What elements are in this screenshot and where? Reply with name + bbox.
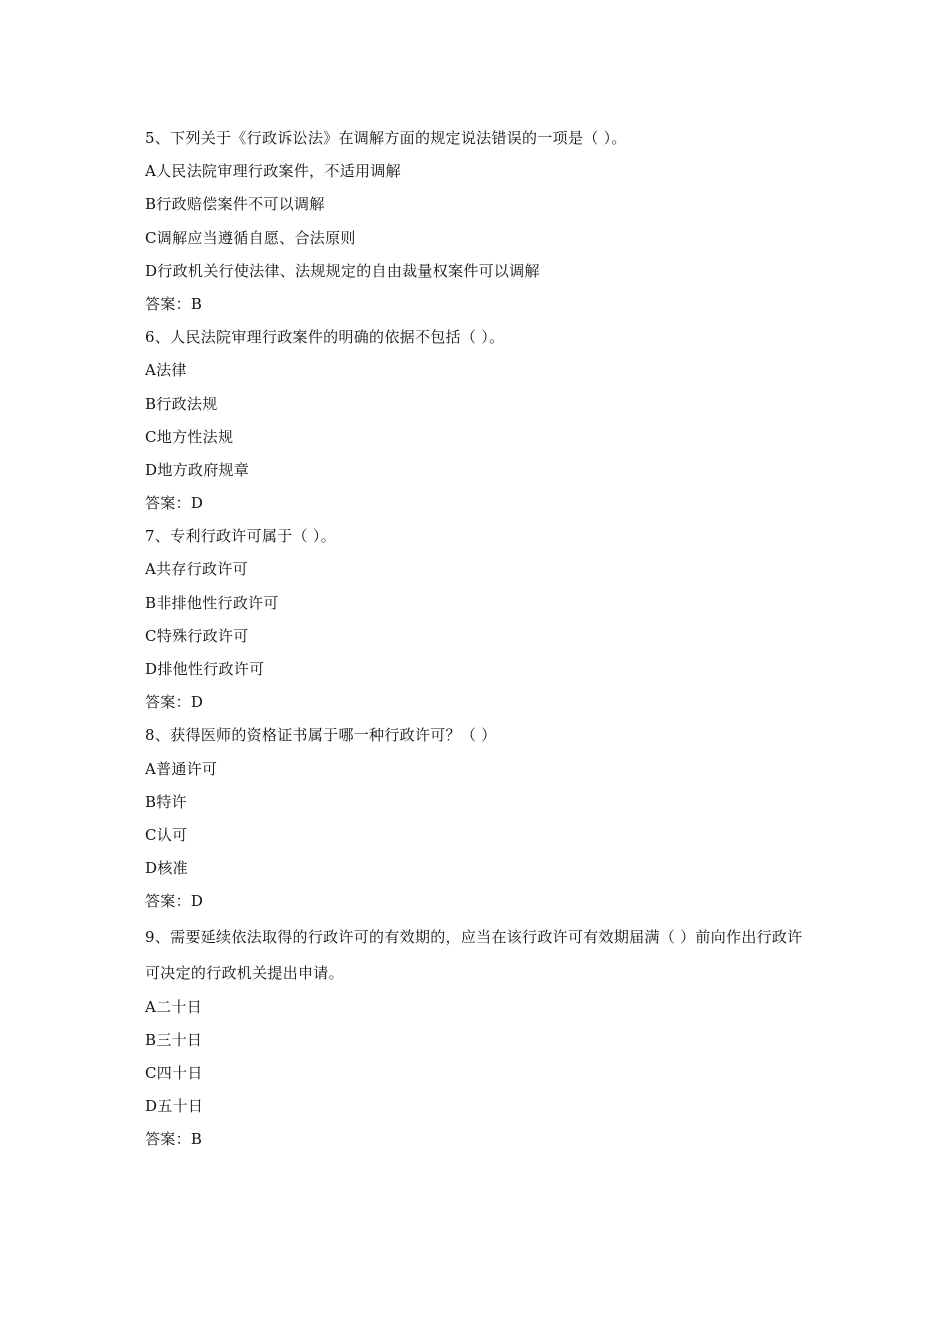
- option-c: C地方性法规: [145, 427, 234, 446]
- answer-text: 答案：D: [145, 494, 204, 513]
- option-c: C四十日: [145, 1063, 203, 1082]
- question-block: [145, 520, 815, 719]
- question-block: [145, 719, 815, 918]
- option-a: A二十日: [145, 997, 203, 1016]
- option-d: D排他性行政许可: [145, 660, 265, 678]
- answer-text: 答案：B: [145, 1130, 203, 1149]
- question-list: [145, 122, 815, 1156]
- option-b: B行政赔偿案件不可以调解: [145, 195, 325, 214]
- answer-text: 答案：B: [145, 294, 203, 313]
- option-a: A共存行政许可: [145, 560, 248, 579]
- answer-text: 答案：D: [145, 892, 204, 911]
- question-text: 8、获得医师的资格证书属于哪一种行政许可？（ ）: [145, 726, 497, 745]
- option-b: B三十日: [145, 1030, 203, 1049]
- option-d: D核准: [145, 859, 188, 878]
- option-c: C特殊行政许可: [145, 626, 249, 645]
- question-text: 5、下列关于《行政诉讼法》在调解方面的规定说法错误的一项是（ ）。: [145, 129, 627, 147]
- option-d: D五十日: [145, 1097, 204, 1116]
- option-a: A普通许可: [145, 759, 218, 778]
- option-b: B特许: [145, 792, 187, 811]
- answer-text: 答案：D: [145, 693, 204, 712]
- option-a: A法律: [145, 361, 187, 380]
- option-a: A人民法院审理行政案件，不适用调解: [145, 162, 401, 181]
- option-d: D行政机关行使法律、法规规定的自由裁量权案件可以调解: [145, 261, 540, 280]
- option-b: B非排他性行政许可: [145, 593, 279, 612]
- option-c: C认可: [145, 825, 188, 844]
- question-text: 9、需要延续依法取得的行政许可的有效期的，应当在该行政许可有效期届满（ ）前向作出行政许可决定的行政机关提出申请。: [145, 927, 803, 982]
- question-block: [145, 122, 815, 321]
- option-c: C调解应当遵循自愿、合法原则: [145, 228, 356, 247]
- question-block: [145, 919, 815, 1157]
- question-text: 6、人民法院审理行政案件的明确的依据不包括（ ）。: [145, 328, 505, 347]
- option-d: D地方政府规章: [145, 460, 250, 479]
- question-text: 7、专利行政许可属于（ ）。: [145, 527, 337, 546]
- option-b: B行政法规: [145, 394, 218, 413]
- question-block: [145, 321, 815, 520]
